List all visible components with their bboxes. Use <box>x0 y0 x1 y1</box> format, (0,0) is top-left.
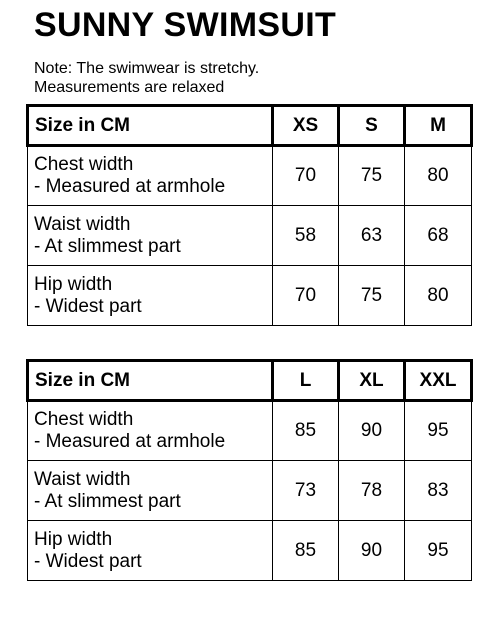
table-cell: 73 <box>273 461 339 521</box>
table-row <box>28 521 472 581</box>
table-row <box>28 266 472 326</box>
row-label-main: Hip width <box>34 273 113 295</box>
row-label <box>28 266 273 326</box>
row-label-main: Chest width <box>34 409 134 430</box>
size-header-l: L <box>273 361 339 401</box>
size-table-large <box>26 359 473 581</box>
row-label-detail: - Measured at armhole <box>34 176 226 197</box>
table-cell: 90 <box>339 521 405 581</box>
table-cell: 63 <box>339 206 405 266</box>
table-cell: 80 <box>405 146 472 206</box>
table-cell: 78 <box>339 461 405 521</box>
row-label-detail: - Measured at armhole <box>34 431 226 452</box>
size-header-s: S <box>339 106 405 146</box>
row-label-detail: - Widest part <box>34 295 142 317</box>
table-cell: 75 <box>339 266 405 326</box>
table-row <box>28 206 472 266</box>
row-label-detail: - Widest part <box>34 550 142 572</box>
row-label-main: Waist width <box>34 213 131 235</box>
table-cell: 68 <box>405 206 472 266</box>
table-cell: 85 <box>273 401 339 461</box>
row-label <box>28 401 273 461</box>
size-header-xxl: XXL <box>405 361 472 401</box>
table-cell: 58 <box>273 206 339 266</box>
row-label-detail: - At slimmest part <box>34 490 181 512</box>
table-row <box>28 401 472 461</box>
row-label <box>28 521 273 581</box>
table-cell: 70 <box>273 266 339 326</box>
note-line-1: Note: The swimwear is stretchy. <box>34 60 260 77</box>
row-label <box>28 206 273 266</box>
table-row <box>28 461 472 521</box>
size-table-small <box>26 104 473 326</box>
size-header-xs: XS <box>273 106 339 146</box>
row-label-main: Waist width <box>34 468 131 490</box>
table-cell: 83 <box>405 461 472 521</box>
table-cell: 95 <box>405 521 472 581</box>
table-header-row <box>28 361 472 401</box>
row-label <box>28 146 273 206</box>
header-label: Size in CM <box>28 106 273 146</box>
table-cell: 90 <box>339 401 405 461</box>
row-label-detail: - At slimmest part <box>34 235 181 257</box>
table-cell: 95 <box>405 401 472 461</box>
table-cell: 80 <box>405 266 472 326</box>
row-label <box>28 461 273 521</box>
size-header-xl: XL <box>339 361 405 401</box>
row-label-main: Chest width <box>34 154 134 175</box>
note <box>34 59 259 97</box>
table-cell: 75 <box>339 146 405 206</box>
table-row <box>28 146 472 206</box>
page-title: SUNNY SWIMSUIT <box>34 6 337 44</box>
table-header-row <box>28 106 472 146</box>
table-cell: 85 <box>273 521 339 581</box>
header-label: Size in CM <box>28 361 273 401</box>
row-label-main: Hip width <box>34 528 113 550</box>
note-line-2: Measurements are relaxed <box>34 79 225 96</box>
size-header-m: M <box>405 106 472 146</box>
table-cell: 70 <box>273 146 339 206</box>
